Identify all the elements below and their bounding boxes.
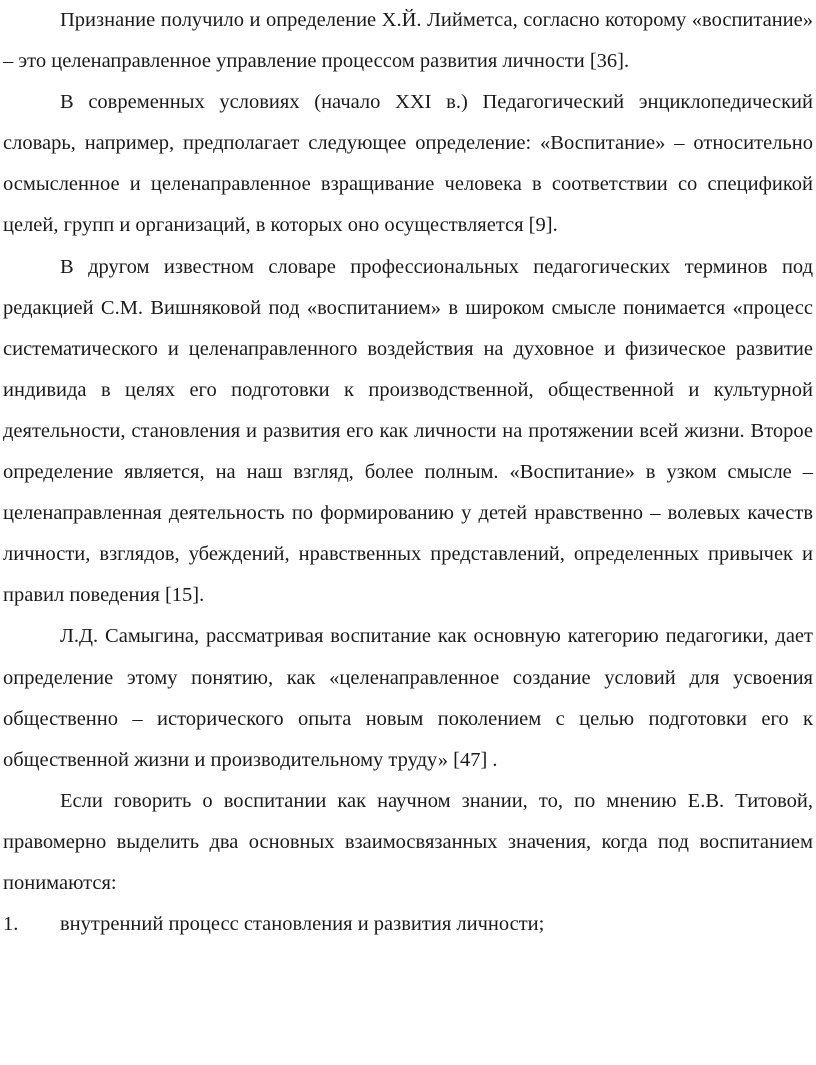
list-item-number: 1. [3,913,19,936]
paragraph-encyclopedic-dictionary: В современных условиях (начало XXI в.) Педагогический энциклопедический словарь, например, предполагает следующее определение: «Воспитание» – относительно осмысленное и целенаправленное взращивание человека в соответствии со спецификой целей, групп и организаций, в которых оно осуществляется [9]. [3,91,813,237]
list-item [3,904,813,945]
list-item-text: внутренний процесс становления и развития личности; [60,913,545,936]
paragraph-liimets-definition: Признание получило и определение Х.Й. Лийметса, согласно которому «воспитание» – это целенаправленное управление процессом развития личности [36]. [3,9,813,73]
paragraph-vishnyakova-dictionary: В другом известном словаре профессиональных педагогических терминов под редакцией С.М. Вишняковой под «воспитанием» в широком смысле понимается «процесс систематического и целенаправленного воздействия на духовное и физическое развитие индивида в целях его подготовки к производственной, общественной и культурной деятельности, становления и развития его как личности на протяжении всей жизни. Второе определение является, на наш взгляд, более полным. «Воспитание» в узком смысле – целенаправленная деятельность по формированию у детей нравственно – волевых качеств личности, взглядов, убеждений, нравственных представлений, определенных привычек и правил поведения [15]. [3,255,813,607]
paragraph-samygina-definition: Л.Д. Самыгина, рассматривая воспитание как основную категорию педагогики, дает определение этому понятию, как «целенаправленное создание условий для усвоения общественно – исторического опыта новым поколением с целью подготовки его к общественной жизни и производительному труду» [47] . [3,625,813,771]
paragraph-titova-meanings: Если говорить о воспитании как научном знании, то, по мнению Е.В. Титовой, правомерно выделить два основных взаимосвязанных значения, когда под воспитанием понимаются: [3,789,813,894]
